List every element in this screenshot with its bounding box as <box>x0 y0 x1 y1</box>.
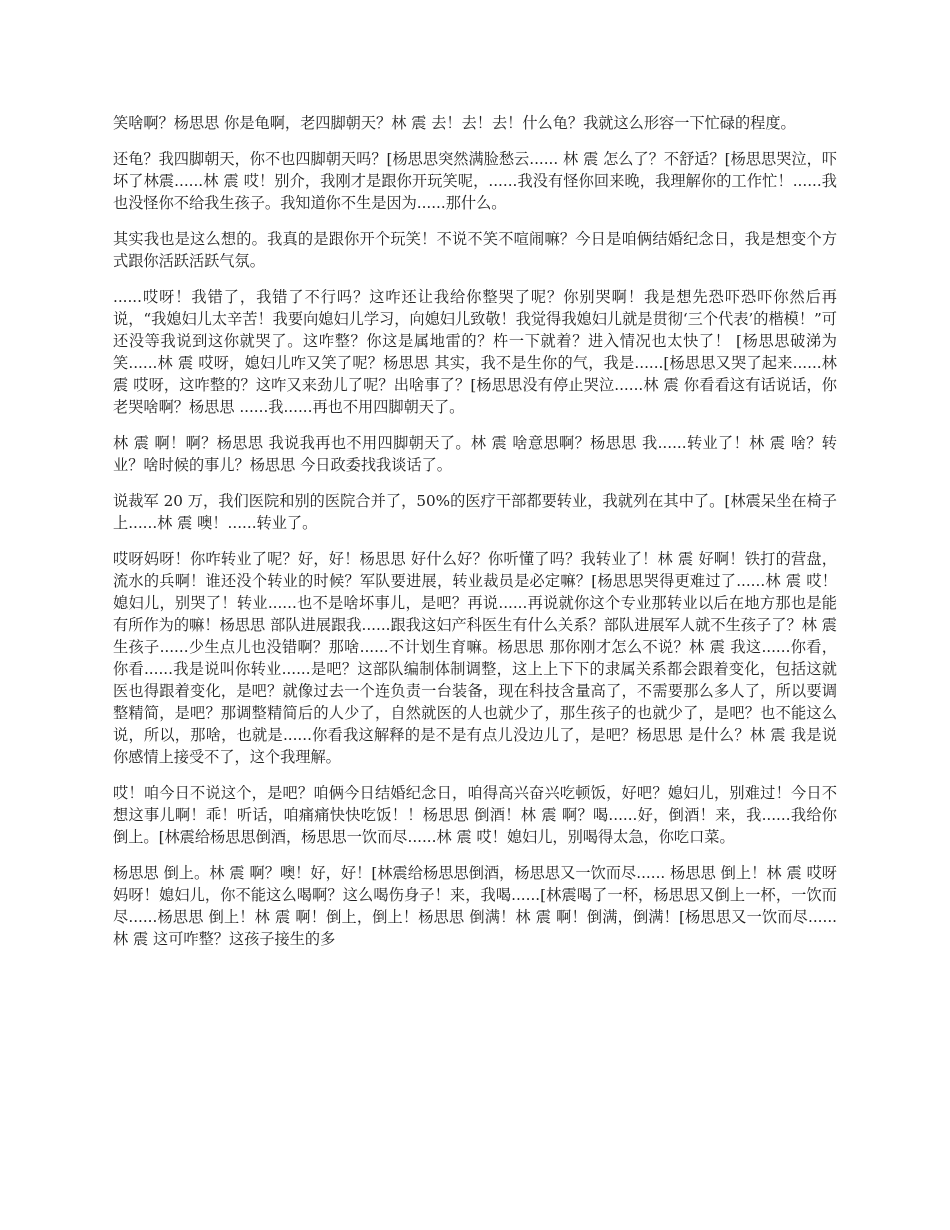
paragraph-8: 哎！咱今日不说这个，是吧？咱俩今日结婚纪念日，咱得高兴奋兴吃顿饭，好吧？媳妇儿，别难过！今日不想这事儿啊！乖！听话，咱痛痛快快吃饭！！杨思思 倒酒！林 震 啊？喝......好，倒酒！来，我......我给你倒上。[林震给杨思思倒酒，杨思思一饮而尽......林 震 哎！媳妇儿，别喝得太急，你吃口菜。 <box>113 784 837 846</box>
paragraph-2: 还龟？我四脚朝天，你不也四脚朝天吗？[杨思思突然满脸愁云...... 林 震 怎么了？不舒适？[杨思思哭泣，吓坏了林震......林 震 哎！别介，我刚才是跟你开玩笑呢，......我没有怪你回来晚，我理解你的工作忙！......我也没怪你不给我生孩子。我知道你不生是因为......那什么。 <box>113 150 837 212</box>
paragraph-1: 笑啥啊？杨思思 你是龟啊，老四脚朝天？林 震 去！去！去！什么龟？我就这么形容一下忙碌的程度。 <box>113 114 796 132</box>
paragraph-6: 说裁军 20 万，我们医院和别的医院合并了，50%的医疗干部都要转业，我就列在其中了。[林震呆坐在椅子上......林 震 噢！......转业了。 <box>113 492 837 532</box>
paragraph-4: ......哎呀！我错了，我错了不行吗？这咋还让我给你整哭了呢？你别哭啊！我是想先恐吓恐吓你然后再说，“我媳妇儿太辛苦！我要向媳妇儿学习，向媳妇儿致敬！我觉得我媳妇儿就是贯彻‘三个代表’的楷模！”可还没等我说到这你就哭了。这咋整？你这是属地雷的？杵一下就着？进入情况也太快了！ [杨思思破涕为笑......林 震 哎呀，媳妇儿咋又笑了呢？杨思思 其实，我不是生你的气，我是......[杨思思又哭了起来......林 震 哎呀，这咋整的？这咋又来劲儿了呢？出啥事了？[杨思思没有停止哭泣......林 震 你看看这有话说话，你老哭啥啊？杨思思 ......我......再也不用四脚朝天了。 <box>113 288 837 416</box>
paragraph-9: 杨思思 倒上。林 震 啊？噢！好，好！[林震给杨思思倒酒，杨思思又一饮而尽...... 杨思思 倒上！林 震 哎呀妈呀！媳妇儿，你不能这么喝啊？这么喝伤身子！来，我喝......[林震喝了一杯，杨思思又倒上一杯，一饮而尽......杨思思 倒上！林 震 啊！倒上，倒上！杨思思 倒满！林 震 啊！倒满，倒满！[杨思思又一饮而尽......林 震 这可咋整？这孩子接生的多 <box>113 864 837 948</box>
document-body <box>113 112 837 964</box>
paragraph-3: 其实我也是这么想的。我真的是跟你开个玩笑！不说不笑不喧闹嘛？今日是咱俩结婚纪念日，我是想变个方式跟你活跃活跃气氛。 <box>113 230 837 270</box>
paragraph-5: 林 震 啊！啊？杨思思 我说我再也不用四脚朝天了。林 震 啥意思啊？杨思思 我......转业了！林 震 啥？转业？啥时候的事儿？杨思思 今日政委找我谈话了。 <box>113 434 837 474</box>
paragraph-7: 哎呀妈呀！你咋转业了呢？好，好！杨思思 好什么好？你听懂了吗？我转业了！林 震 好啊！铁打的营盘，流水的兵啊！谁还没个转业的时候？军队要进展，转业裁员是必定嘛？[杨思思哭得更难过了......林 震 哎！媳妇儿，别哭了！转业......也不是啥坏事儿，是吧？再说......再说就你这个专业那转业以后在地方那也是能有所作为的嘛！杨思思 部队进展跟我......跟我这妇产科医生有什么关系？部队进展军人就不生孩子了？林 震 生孩子......少生点儿也没错啊？那啥......不计划生育嘛。杨思思 那你刚才怎么不说？林 震 我这......你看，你看......我是说叫你转业......是吧？这部队编制体制调整，这上上下下的隶属关系都会跟着变化，包括这就医也得跟着变化，是吧？就像过去一个连负责一台装备，现在科技含量高了，不需要那么多人了，所以要调整精简，是吧？那调整精简后的人少了，自然就医的人也就少了，那生孩子的也就少了，是吧？也不能这么说，所以，那啥，也就是......你看我这解释的是不是有点儿没边儿了，是吧？杨思思 是什么？林 震 我是说你感情上接受不了，这个我理解。 <box>113 550 837 766</box>
